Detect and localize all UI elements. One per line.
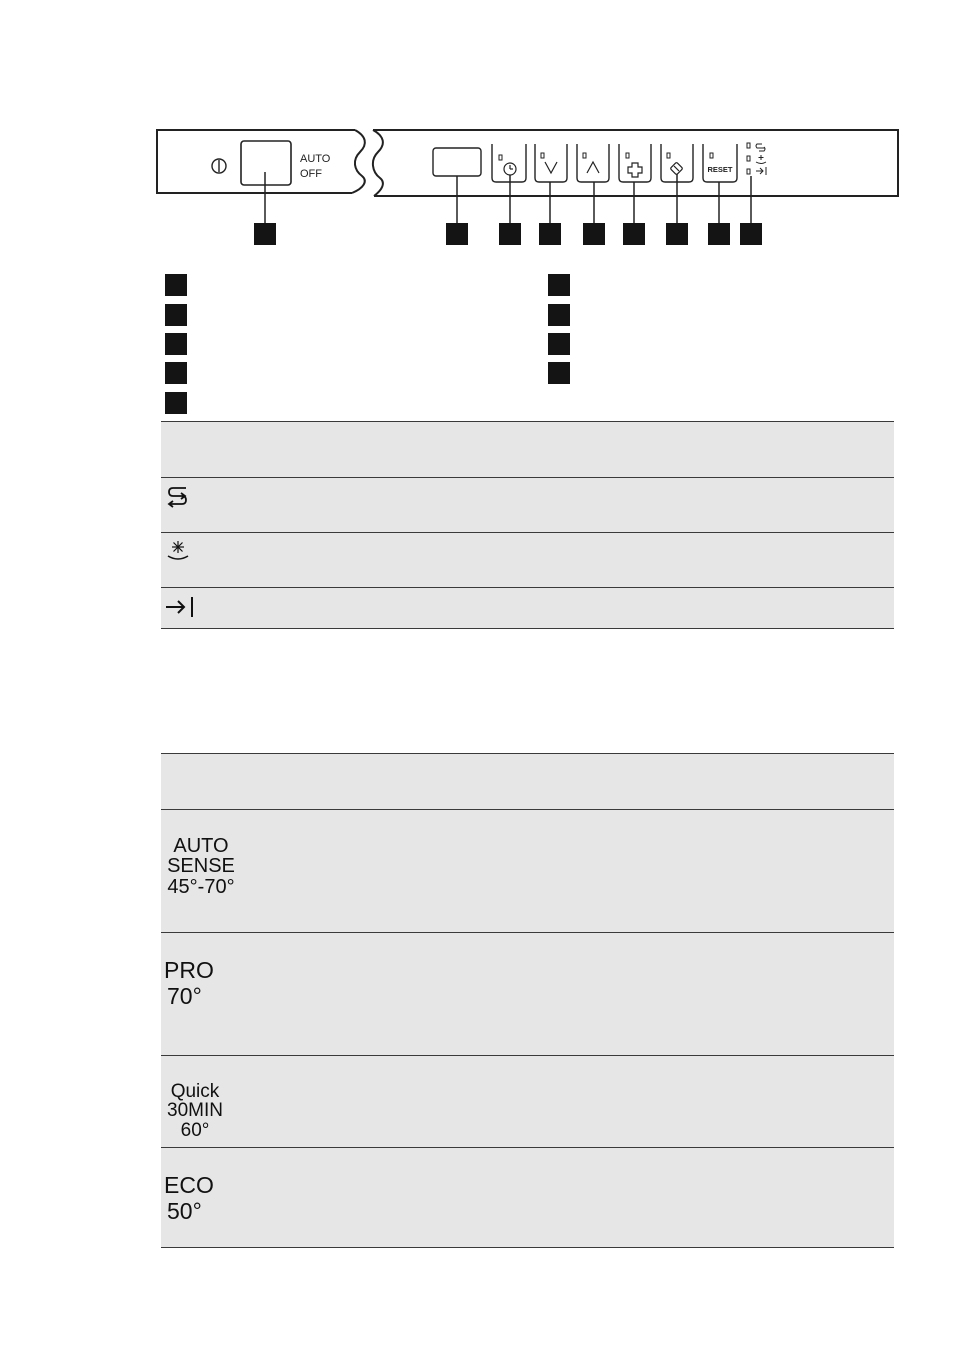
callout-marker xyxy=(623,223,645,245)
programme-label-line: 50° xyxy=(167,1198,202,1225)
callout-marker xyxy=(666,223,688,245)
salt-icon xyxy=(164,537,192,565)
indicators-row-end xyxy=(161,588,894,629)
programme-label-line: Quick xyxy=(170,1081,220,1102)
programme-row-pro xyxy=(161,933,894,1056)
programme-label-line: 45°-70° xyxy=(167,875,235,898)
callout-marker xyxy=(740,223,762,245)
salt-mini-icon xyxy=(756,155,766,164)
rinse-aid-mini-icon xyxy=(756,144,765,151)
programme-label-line: 30MIN xyxy=(167,1100,223,1122)
programme-label-line: PRO xyxy=(164,957,214,983)
legend-marker xyxy=(165,392,187,414)
legend-marker xyxy=(165,274,187,296)
program-down-button[interactable] xyxy=(535,144,567,182)
programme-row-quick xyxy=(161,1056,894,1148)
legend-marker xyxy=(165,333,187,355)
reset-label: RESET xyxy=(707,165,733,174)
programme-row-eco xyxy=(161,1148,894,1248)
legend-marker xyxy=(548,304,570,326)
legend-marker xyxy=(165,362,187,384)
control-panel-illustration xyxy=(0,0,954,260)
on-off-button[interactable] xyxy=(241,141,291,185)
callout-marker xyxy=(539,223,561,245)
auto-off-label-1: AUTO xyxy=(300,153,331,165)
programme-label-line: AUTO xyxy=(173,835,229,857)
end-arrow-mini-icon xyxy=(756,167,766,175)
display xyxy=(433,148,481,176)
auto-off-label-2: OFF xyxy=(300,168,322,180)
rinse-aid-icon xyxy=(164,483,192,511)
callout-marker xyxy=(254,223,276,245)
callout-marker xyxy=(499,223,521,245)
indicators-header-row xyxy=(161,422,894,478)
indicators-table xyxy=(161,421,894,629)
programme-label-line: 60° xyxy=(180,1119,210,1141)
legend-marker xyxy=(548,274,570,296)
programme-row-auto-sense xyxy=(161,810,894,933)
end-arrow-icon xyxy=(164,594,196,622)
programme-label-line: SENSE xyxy=(167,855,235,878)
indicators-row-rinse-aid xyxy=(161,478,894,533)
programme-label-line: ECO xyxy=(164,1172,214,1198)
callout-marker xyxy=(446,223,468,245)
reset-button[interactable] xyxy=(703,144,737,182)
callout-marker xyxy=(708,223,730,245)
indicators-row-salt xyxy=(161,533,894,588)
legend-marker xyxy=(548,333,570,355)
callout-marker xyxy=(583,223,605,245)
programme-label-line: 70° xyxy=(167,983,202,1010)
legend-marker xyxy=(548,362,570,384)
programmes-header-row xyxy=(161,754,894,810)
legend-marker xyxy=(165,304,187,326)
programmes-table xyxy=(161,753,894,1248)
power-icon xyxy=(212,159,226,173)
